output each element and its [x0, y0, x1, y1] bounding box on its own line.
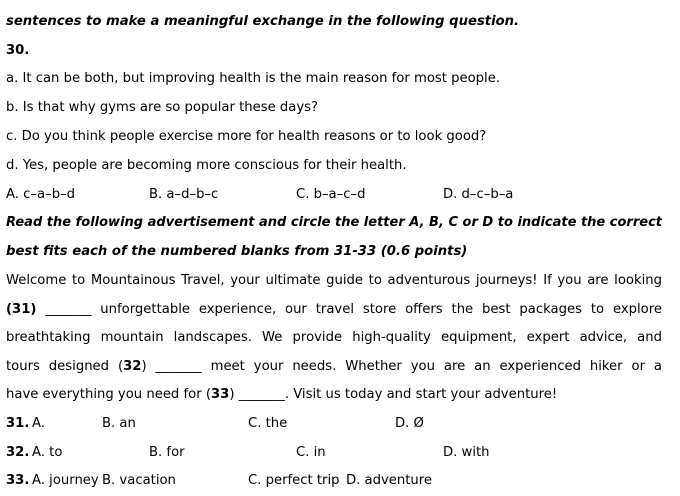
passage-line-2	[6, 295, 662, 324]
question-30-line-c: c. Do you think people exercise more for health reasons or to look good?	[6, 129, 487, 144]
instruction-tail: sentences to make a meaningful exchange in the following question.	[6, 14, 520, 29]
passage-line-4-start: tours designed (	[6, 359, 124, 374]
question-31	[6, 409, 662, 438]
passage-line-1: Welcome to Mountainous Travel, your ultimate guide to adventurous journeys! If you are looking	[6, 273, 662, 288]
option-30-a: A. c–a–b–d	[6, 187, 76, 202]
blank-32-number: 32	[123, 359, 142, 374]
question-30-line-d: d. Yes, people are becoming more conscious for their health.	[6, 158, 407, 173]
option-32-a: A. to	[32, 445, 63, 460]
question-33-number: 33.	[6, 473, 30, 488]
option-33-a: A. journey	[32, 473, 99, 488]
option-32-c: C. in	[296, 445, 326, 460]
option-33-d: D. adventure	[346, 473, 433, 488]
option-32-b: B. for	[149, 445, 185, 460]
option-30-d: D. d–c–b–a	[443, 187, 514, 202]
option-31-b: B. an	[102, 416, 136, 431]
option-33-c: C. perfect trip	[248, 473, 340, 488]
passage-line-4-text: ) _______ meet your needs. Whether you are an experienced hiker or a	[141, 359, 662, 374]
option-30-c: C. b–a–c–d	[296, 187, 366, 202]
option-32-d: D. with	[443, 445, 490, 460]
question-30-options	[6, 180, 662, 209]
passage-line-3: breathtaking mountain landscapes. We provide high-quality equipment, expert advice, and	[6, 330, 662, 345]
option-31-d: D. Ø	[395, 416, 424, 431]
question-32	[6, 438, 662, 467]
question-30-number: 30.	[6, 43, 30, 58]
question-30-line-b: b. Is that why gyms are so popular these days?	[6, 100, 319, 115]
question-30-line-a: a. It can be both, but improving health is the main reason for most people.	[6, 71, 501, 86]
passage-line-5-text: ) _______. Visit us today and start your adventure!	[229, 387, 558, 402]
passage-line-4	[6, 352, 662, 381]
option-31-c: C. the	[248, 416, 288, 431]
question-31-number: 31.	[6, 416, 30, 431]
section-instruction-line-1: Read the following advertisement and circle the letter A, B, C or D to indicate the correct	[6, 215, 662, 230]
blank-31-number: (31)	[6, 302, 37, 317]
option-30-b: B. a–d–b–c	[149, 187, 219, 202]
question-32-number: 32.	[6, 445, 30, 460]
passage-line-5-start: have everything you need for (	[6, 387, 211, 402]
section-instruction-line-2: best fits each of the numbered blanks from 31-33 (0.6 points)	[6, 244, 468, 259]
question-33	[6, 466, 662, 495]
passage-line-5	[6, 380, 662, 409]
blank-33-number: 33	[210, 387, 230, 402]
passage-line-2-text: _______ unforgettable experience, our travel store offers the best packages to explore	[36, 302, 662, 317]
option-33-b: B. vacation	[102, 473, 176, 488]
option-31-a: A.	[32, 416, 45, 431]
